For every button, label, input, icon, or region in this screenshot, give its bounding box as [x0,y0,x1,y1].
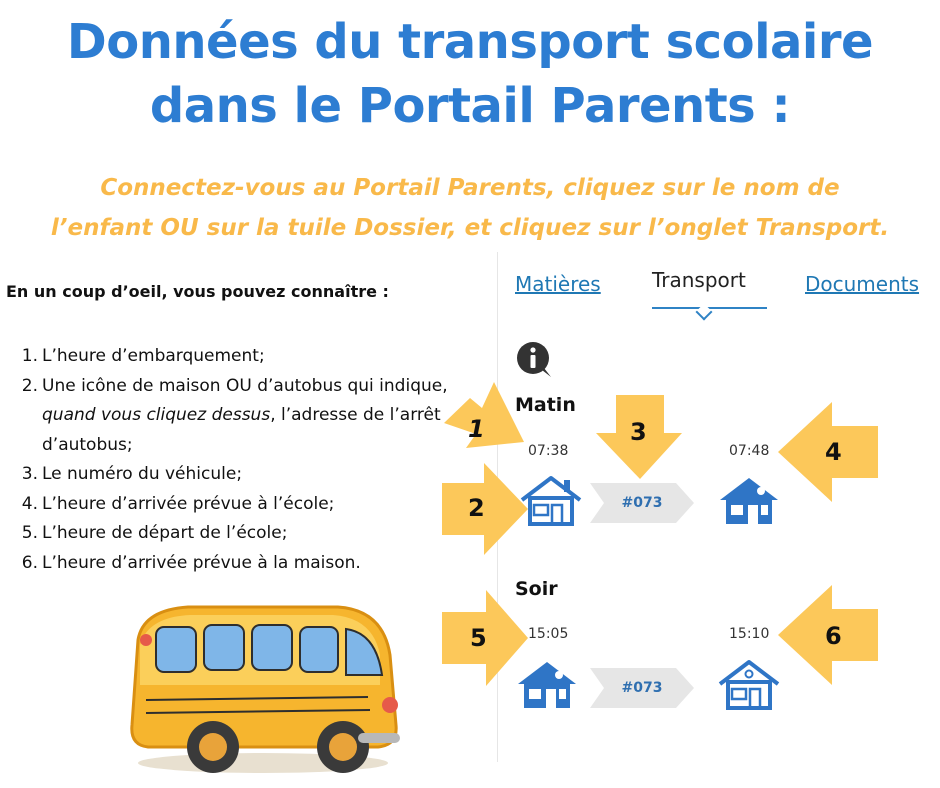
morning-departure-time: 07:38 [528,443,569,459]
house-icon[interactable] [716,658,782,714]
callout-number-1: 1 [468,415,485,443]
list-item: 1. L’heure d’embarquement; [21,346,265,366]
tab-documents[interactable]: Documents [805,272,920,296]
callout-number-2: 2 [468,494,485,522]
intro-text: En un coup d’oeil, vous pouvez connaître : [6,282,389,301]
list-item: 2. Une icône de maison OU d’autobus qui indique, quand vous cliquez dessus, l’adresse de l’arrêt d’autobus; [21,375,448,455]
evening-departure-time: 15:05 [528,626,569,642]
evening-vehicle-number: #073 [590,668,694,708]
evening-arrival-time: 15:10 [729,626,770,642]
morning-arrival-time: 07:48 [729,443,770,459]
feature-list [14,342,454,578]
page-title-line-1: Données du transport scolaire [66,14,874,70]
tab-matieres[interactable]: Matières [515,272,601,296]
page-title-line-2: dans le Portail Parents : [149,78,791,134]
tab-transport[interactable]: Transport [652,268,746,292]
list-item: 4. L’heure d’arrivée prévue à l’école; [21,493,335,514]
callout-number-5: 5 [470,624,487,652]
subtitle-line-2: l’enfant OU sur la tuile Dossier, et cliquez sur l’onglet Transport. [50,215,890,241]
list-item: 3. Le numéro du véhicule; [21,464,243,484]
callout-arrow-2 [442,463,528,559]
school-icon[interactable] [716,474,782,530]
school-bus-illustration [118,585,408,784]
morning-vehicle-number: #073 [590,483,694,523]
callout-number-4: 4 [825,438,842,466]
callout-number-6: 6 [825,622,842,650]
subtitle-line-1: Connectez-vous au Portail Parents, cliquez sur le nom de [100,175,840,201]
morning-label: Matin [515,394,576,416]
evening-label: Soir [515,578,558,600]
callout-number-3: 3 [630,418,647,446]
list-item: 6. L’heure d’arrivée prévue à la maison. [21,552,361,573]
list-item: 5. L’heure de départ de l’école; [21,523,288,543]
